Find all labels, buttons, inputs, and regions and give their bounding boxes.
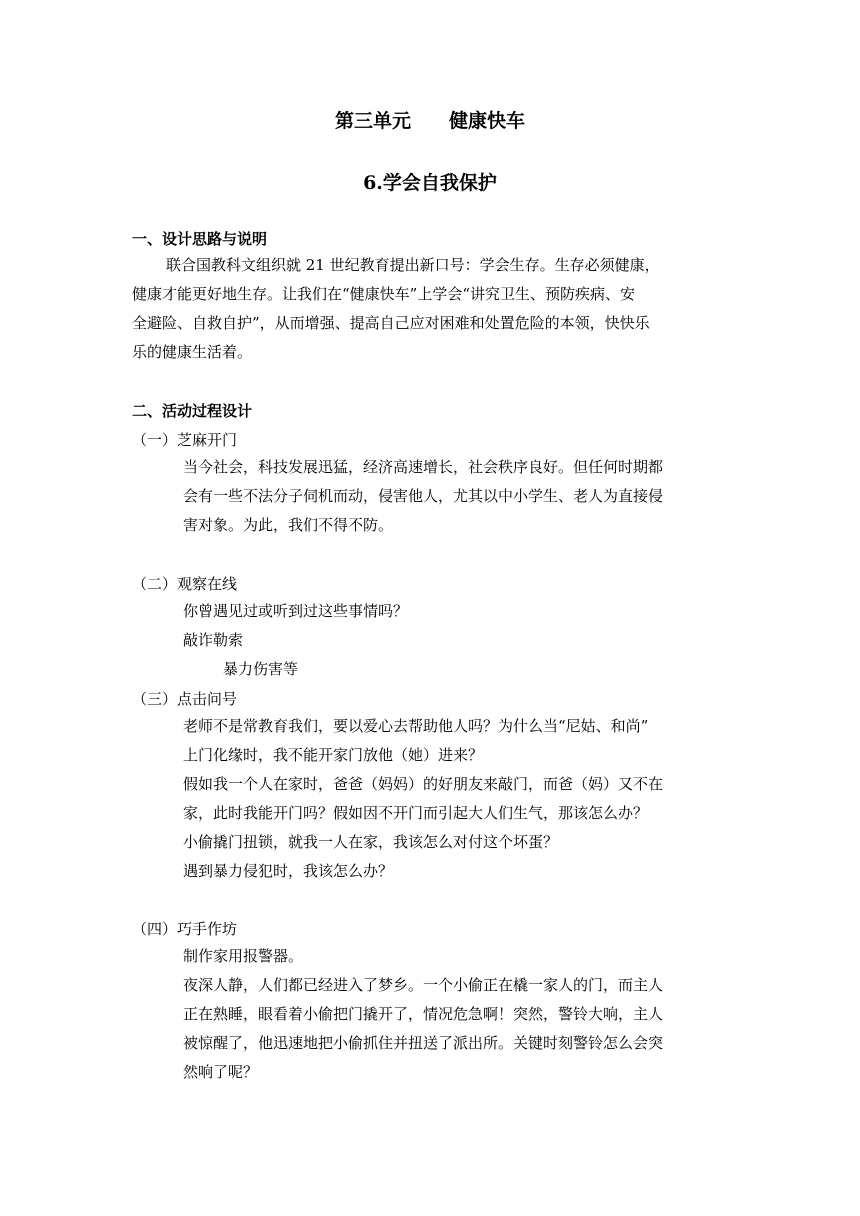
subsection-heading: （二）观察在线 bbox=[132, 575, 238, 593]
paragraph-line: 全避险、自救自护”，从而增强、提高自己应对困难和处置危险的本领，快快乐 bbox=[132, 314, 650, 332]
paragraph-line: 上门化缘时，我不能开家门放他（她）进来？ bbox=[183, 746, 484, 764]
section-heading-activity: 二、活动过程设计 bbox=[132, 402, 253, 420]
example-item: 敲诈勒索 bbox=[183, 631, 244, 649]
paragraph-line: 你曾遇见过或听到过这些事情吗？ bbox=[183, 602, 409, 620]
subsection-body bbox=[183, 453, 733, 540]
paragraph-line: 假如我一个人在家时，爸爸（妈妈）的好朋友来敲门，而爸（妈）又不在 bbox=[183, 775, 664, 793]
example-items bbox=[183, 626, 733, 684]
paragraph-line: 家，此时我能开门吗？假如因不开门而引起大人们生气，那该怎么办？ bbox=[183, 804, 649, 822]
unit-title bbox=[0, 106, 860, 133]
subsection-heading: （四）巧手作坊 bbox=[132, 920, 238, 938]
paragraph-line: 夜深人静，人们都已经进入了梦乡。一个小偷正在橇一家人的门，而主人 bbox=[183, 976, 664, 994]
subsection-body bbox=[183, 942, 733, 1087]
paragraph-line: 被惊醒了，他迅速地把小偷抓住并扭送了派出所。关键时刻警铃怎么会突 bbox=[183, 1034, 664, 1052]
paragraph-line: 健康才能更好地生存。让我们在“健康快车”上学会“讲究卫生、预防疾病、安 bbox=[132, 285, 636, 303]
subsection-body bbox=[183, 597, 733, 684]
subsection-heading: （一）芝麻开门 bbox=[132, 431, 238, 449]
lesson-title: 6.学会自我保护 bbox=[363, 172, 497, 194]
paragraph-line: 联合国教科文组织就 21 世纪教育提出新口号：学会生存。生存必须健康， bbox=[166, 256, 660, 274]
paragraph-line: 会有一些不法分子伺机而动，侵害他人，尤其以中小学生、老人为直接侵 bbox=[183, 487, 664, 505]
design-paragraph bbox=[132, 251, 732, 367]
example-item: 暴力伤害等 bbox=[223, 660, 299, 678]
unit-number: 第三单元 bbox=[334, 110, 411, 132]
subsection-body bbox=[183, 712, 733, 886]
paragraph-line: 害对象。为此，我们不得不防。 bbox=[183, 516, 394, 534]
paragraph-line: 遇到暴力侵犯时，我该怎么办？ bbox=[183, 862, 394, 880]
paragraph-line: 然响了呢？ bbox=[183, 1063, 259, 1081]
paragraph-line: 小偷撬门扭锁，就我一人在家，我该怎么对付这个坏蛋？ bbox=[183, 833, 559, 851]
paragraph-line: 制作家用报警器。 bbox=[183, 947, 304, 965]
section-heading-design: 一、设计思路与说明 bbox=[132, 230, 268, 248]
unit-name: 健康快车 bbox=[449, 110, 526, 132]
paragraph-line: 正在熟睡，眼看着小偷把门撬开了，情况危急啊！突然，警铃大响，主人 bbox=[183, 1005, 664, 1023]
paragraph-line: 乐的健康生活着。 bbox=[132, 343, 253, 361]
paragraph-line: 当今社会，科技发展迅猛，经济高速增长，社会秩序良好。但任何时期都 bbox=[183, 458, 664, 476]
subsection-heading: （三）点击问号 bbox=[132, 690, 238, 708]
paragraph-line: 老师不是常教育我们，要以爱心去帮助他人吗？为什么当“尼姑、和尚” bbox=[183, 717, 649, 735]
